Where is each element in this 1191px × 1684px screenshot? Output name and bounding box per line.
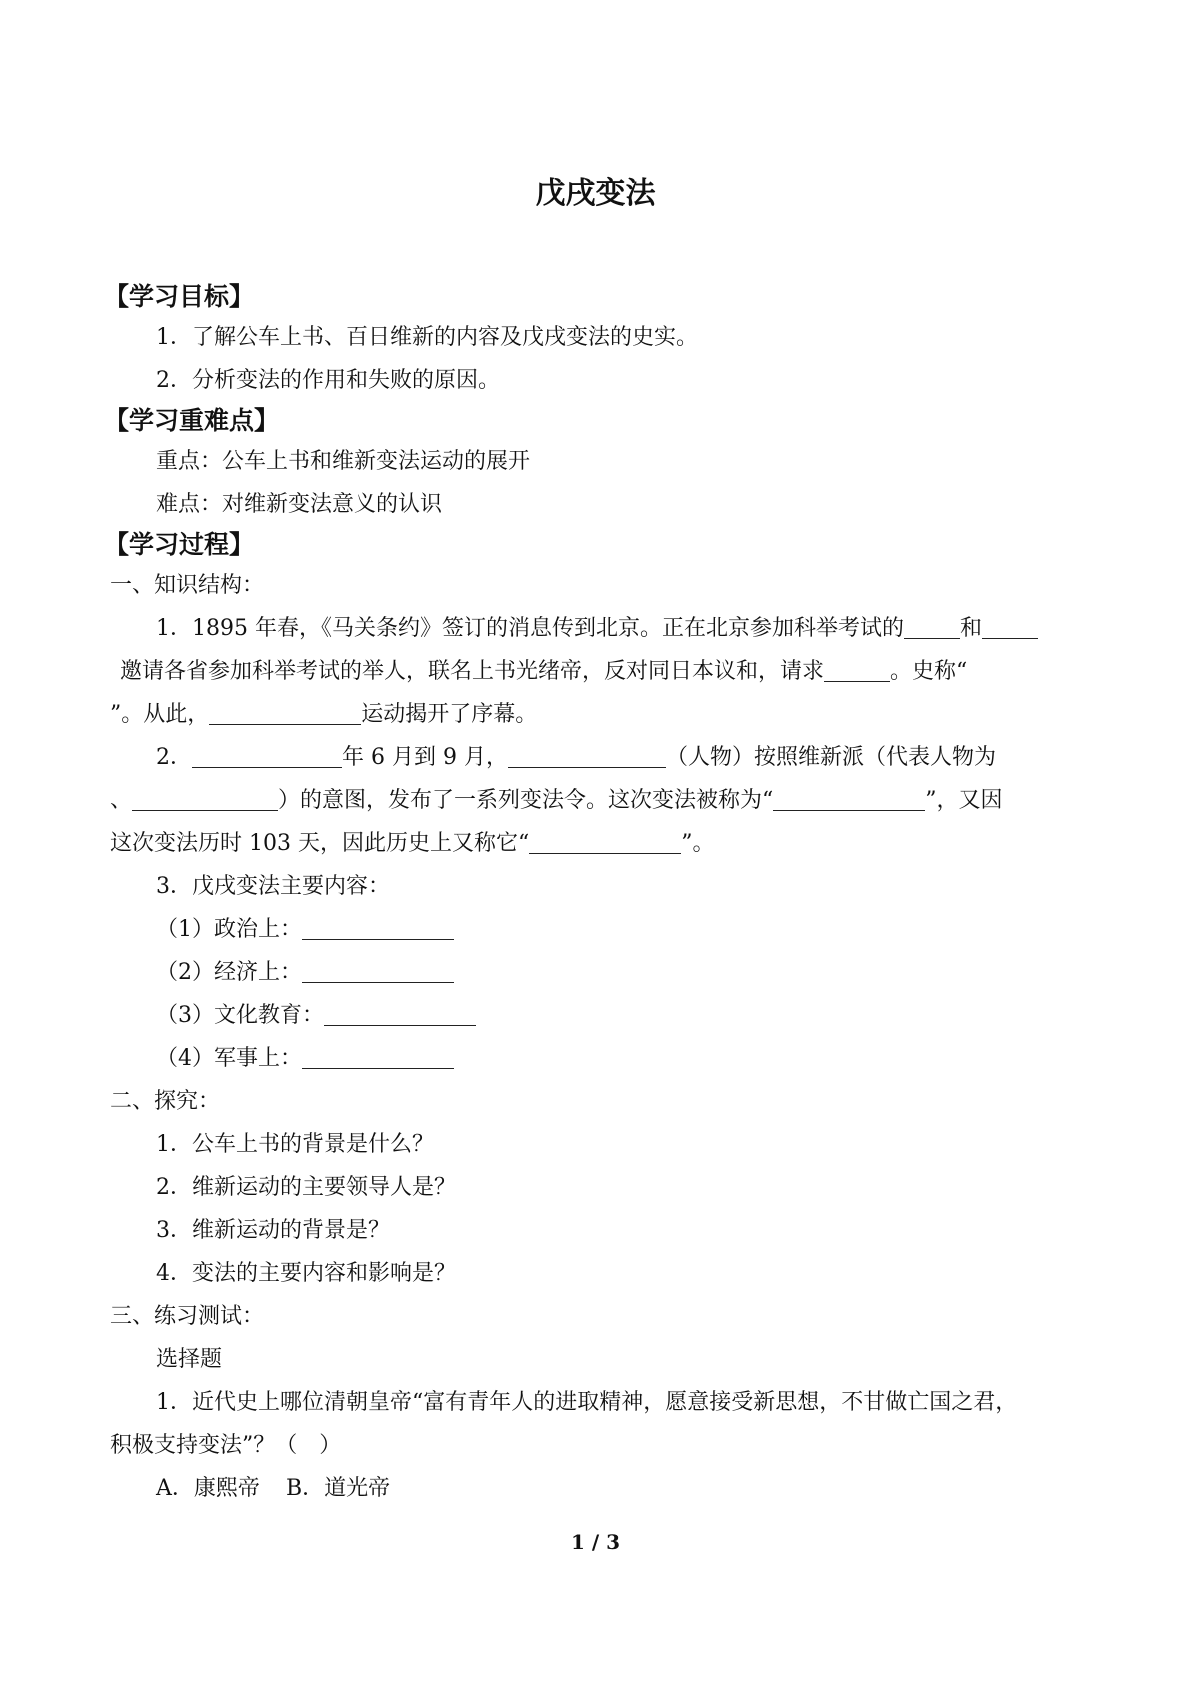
part2-title: 二、探究： <box>110 1089 221 1114</box>
q1-text: 1．1895 年春，《马关条约》签订的消息传到北京。正在北京参加科举考试的 <box>156 616 904 641</box>
q1-line2 <box>110 650 1095 693</box>
q2-text: （人物）按照维新派（代表人物为 <box>665 745 996 770</box>
q2-text: ”，又因 <box>925 788 1003 813</box>
q1-line3 <box>110 693 1095 736</box>
fill-blank[interactable] <box>508 741 666 768</box>
q3-item <box>110 994 1095 1037</box>
choice-label: 选择题 <box>156 1347 223 1372</box>
page-title: 戊戌变法 <box>535 176 656 211</box>
fill-blank[interactable] <box>192 741 342 768</box>
q3-item <box>110 908 1095 951</box>
fill-blank[interactable] <box>982 612 1038 639</box>
process-heading: 【学习过程】 <box>104 530 255 559</box>
fill-blank[interactable] <box>302 1042 454 1069</box>
q1-text: 邀请各省参加科举考试的举人，联名上书光绪帝，反对同日本议和，请求 <box>120 659 825 684</box>
focus-point: 重点：公车上书和维新变法运动的展开 <box>156 449 531 474</box>
q3-item <box>110 951 1095 994</box>
objective-item: 1．了解公车上书、百日维新的内容及戊戌变法的史实。 <box>156 325 698 350</box>
objectives-heading: 【学习目标】 <box>104 282 255 311</box>
q3-item <box>110 1037 1095 1080</box>
fill-blank[interactable] <box>302 956 454 983</box>
q2-line3 <box>110 822 1095 865</box>
q2-line1 <box>110 736 1095 779</box>
q3-title: 3．戊戌变法主要内容： <box>156 874 390 899</box>
q1-text: ”。从此， <box>110 702 210 727</box>
explore-item: 4．变法的主要内容和影响是？ <box>156 1261 456 1286</box>
q3-item-label: （3）文化教育： <box>156 1003 324 1028</box>
q2-text: 2． <box>156 745 192 770</box>
fill-blank[interactable] <box>302 913 454 940</box>
explore-item: 2．维新运动的主要领导人是？ <box>156 1175 456 1200</box>
part1-title: 一、知识结构： <box>110 573 265 598</box>
mc1-stem-line2: 积极支持变法”？（ ） <box>110 1433 342 1458</box>
difficulty-point: 难点：对维新变法意义的认识 <box>156 492 443 517</box>
fill-blank[interactable] <box>324 999 476 1026</box>
q2-text: 年 6 月到 9 月， <box>342 745 508 770</box>
q2-text: 这次变法历时 103 天，因此历史上又称它“ <box>110 831 530 856</box>
mc1-options <box>110 1467 1095 1510</box>
q1-text: 和 <box>959 616 982 641</box>
q3-item-label: （1）政治上： <box>156 917 302 942</box>
fill-blank[interactable] <box>529 827 681 854</box>
q3-item-label: （4）军事上： <box>156 1046 302 1071</box>
fill-blank[interactable] <box>773 784 925 811</box>
option-a[interactable]: A．康熙帝 <box>156 1476 260 1501</box>
q1-text: 。史称“ <box>890 659 968 684</box>
page-number: 1 / 3 <box>570 1530 621 1554</box>
key-points-heading: 【学习重难点】 <box>104 406 280 435</box>
option-b[interactable]: B．道光帝 <box>286 1476 391 1501</box>
q3-item-label: （2）经济上： <box>156 960 302 985</box>
q1-text: 运动揭开了序幕。 <box>361 702 538 727</box>
explore-item: 1．公车上书的背景是什么？ <box>156 1132 434 1157</box>
fill-blank[interactable] <box>824 655 890 682</box>
fill-blank[interactable] <box>904 612 960 639</box>
q2-line2 <box>110 779 1095 822</box>
mc1-stem-line1: 1．近代史上哪位清朝皇帝“富有青年人的进取精神，愿意接受新思想，不甘做亡国之君， <box>156 1390 1018 1415</box>
fill-blank[interactable] <box>209 698 361 725</box>
objective-item: 2．分析变法的作用和失败的原因。 <box>156 368 500 393</box>
q2-text: ”。 <box>681 831 715 856</box>
q2-text: 、 <box>110 788 133 813</box>
q1-line1 <box>110 607 1095 650</box>
part3-title: 三、练习测试： <box>110 1304 265 1329</box>
explore-item: 3．维新运动的背景是？ <box>156 1218 390 1243</box>
q2-text: ）的意图，发布了一系列变法令。这次变法被称为“ <box>278 788 774 813</box>
document-body <box>104 278 1095 1510</box>
fill-blank[interactable] <box>132 784 278 811</box>
